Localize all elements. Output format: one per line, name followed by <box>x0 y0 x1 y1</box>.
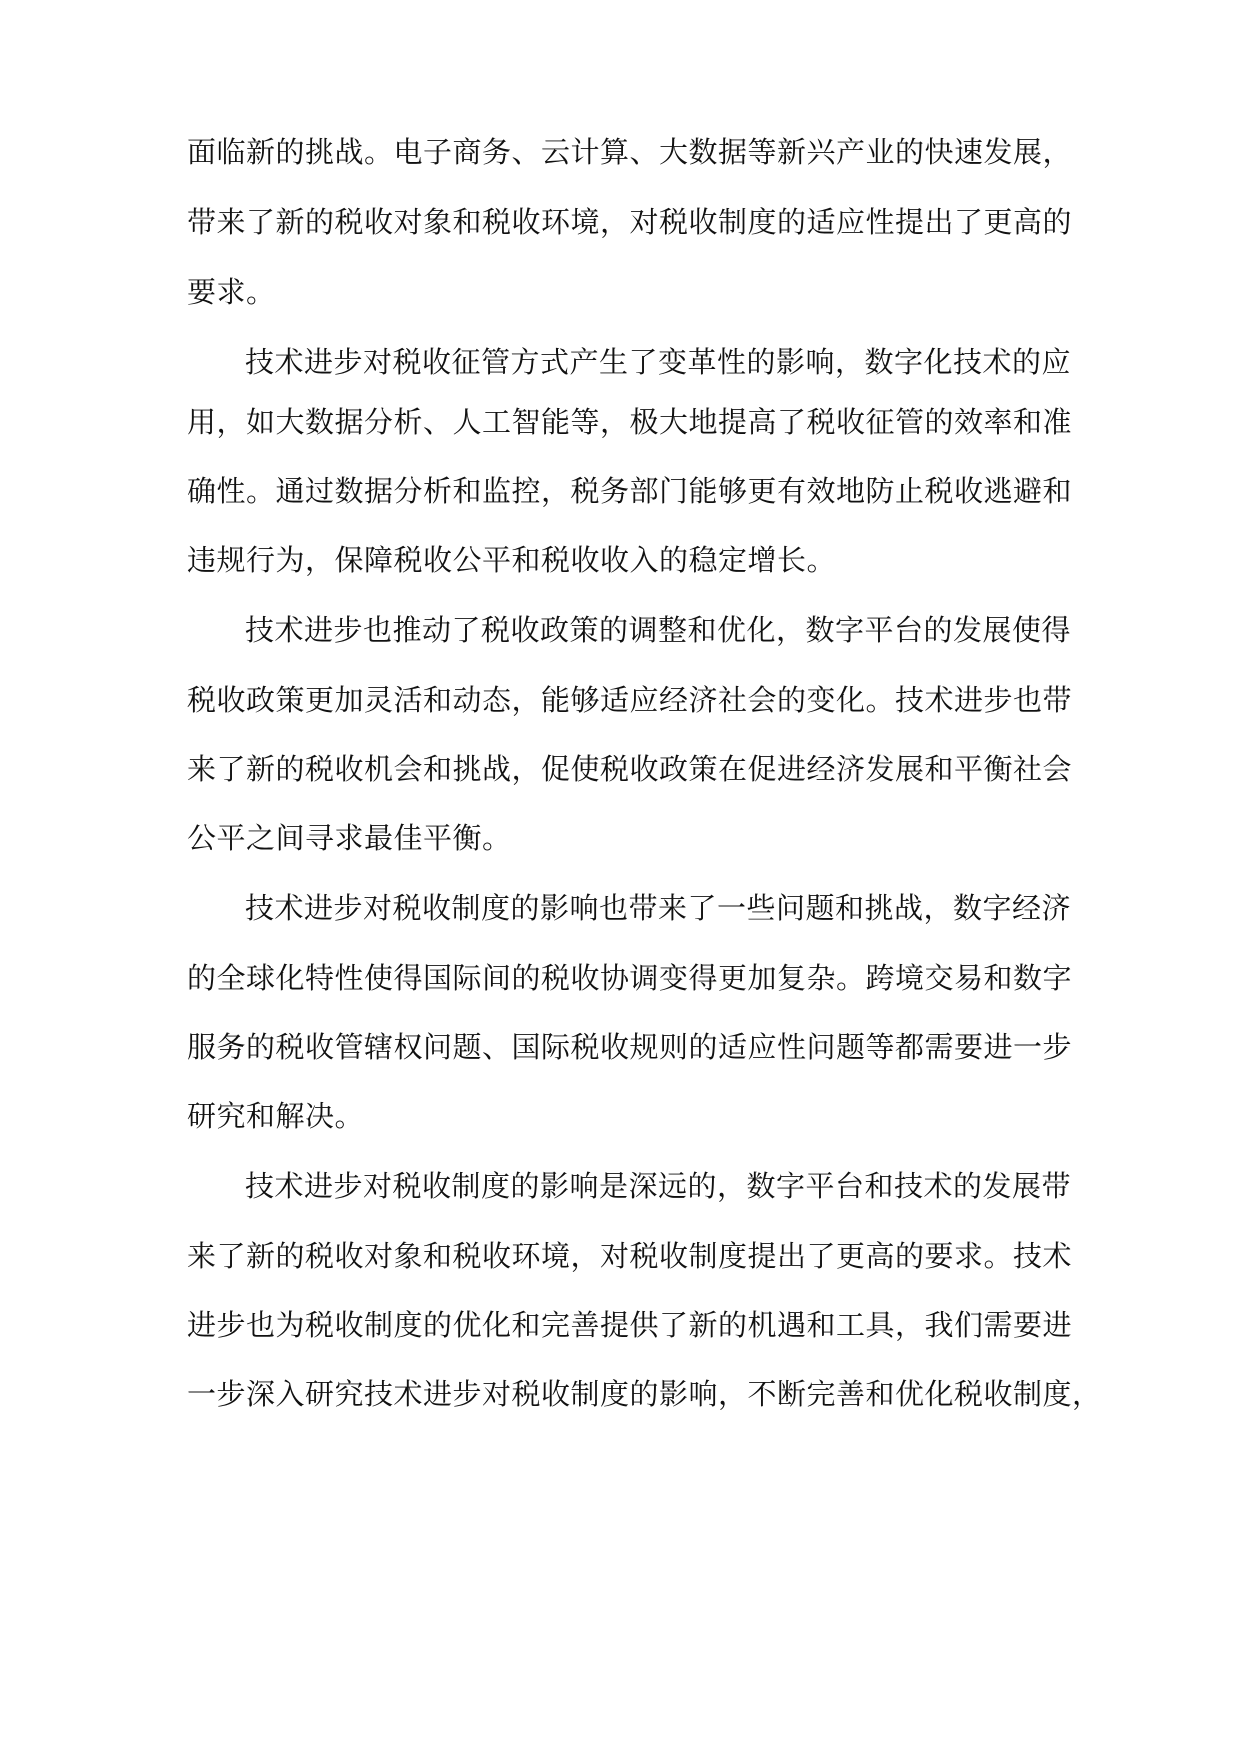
text-line: 进步也为税收制度的优化和完善提供了新的机遇和工具，我们需要进 <box>187 1308 1073 1342</box>
text-line: 带来了新的税收对象和税收环境，对税收制度的适应性提出了更高的 <box>187 205 1073 239</box>
text-line: 研究和解决。 <box>187 1099 365 1133</box>
text-line: 技术进步对税收制度的影响也带来了一些问题和挑战，数字经济 <box>245 891 1072 925</box>
text-line: 来了新的税收机会和挑战，促使税收政策在促进经济发展和平衡社会 <box>187 752 1073 786</box>
text-line: 技术进步也推动了税收政策的调整和优化，数字平台的发展使得 <box>245 613 1072 647</box>
text-line: 一步深入研究技术进步对税收制度的影响，不断完善和优化税收制度， <box>187 1377 1102 1411</box>
text-line: 技术进步对税收制度的影响是深远的，数字平台和技术的发展带 <box>245 1169 1072 1203</box>
text-line: 用，如大数据分析、人工智能等，极大地提高了税收征管的效率和准 <box>187 405 1073 439</box>
text-line: 面临新的挑战。电子商务、云计算、大数据等新兴产业的快速发展， <box>187 135 1073 169</box>
text-line: 技术进步对税收征管方式产生了变革性的影响，数字化技术的应 <box>245 345 1072 379</box>
text-line: 要求。 <box>187 275 276 309</box>
text-line: 来了新的税收对象和税收环境，对税收制度提出了更高的要求。技术 <box>187 1239 1073 1273</box>
text-line: 公平之间寻求最佳平衡。 <box>187 821 512 855</box>
text-line: 服务的税收管辖权问题、国际税收规则的适应性问题等都需要进一步 <box>187 1030 1073 1064</box>
text-line: 确性。通过数据分析和监控，税务部门能够更有效地防止税收逃避和 <box>187 474 1073 508</box>
text-line: 税收政策更加灵活和动态，能够适应经济社会的变化。技术进步也带 <box>187 683 1073 717</box>
text-line: 违规行为，保障税收公平和税收收入的稳定增长。 <box>187 543 837 577</box>
text-line: 的全球化特性使得国际间的税收协调变得更加复杂。跨境交易和数字 <box>187 961 1073 995</box>
